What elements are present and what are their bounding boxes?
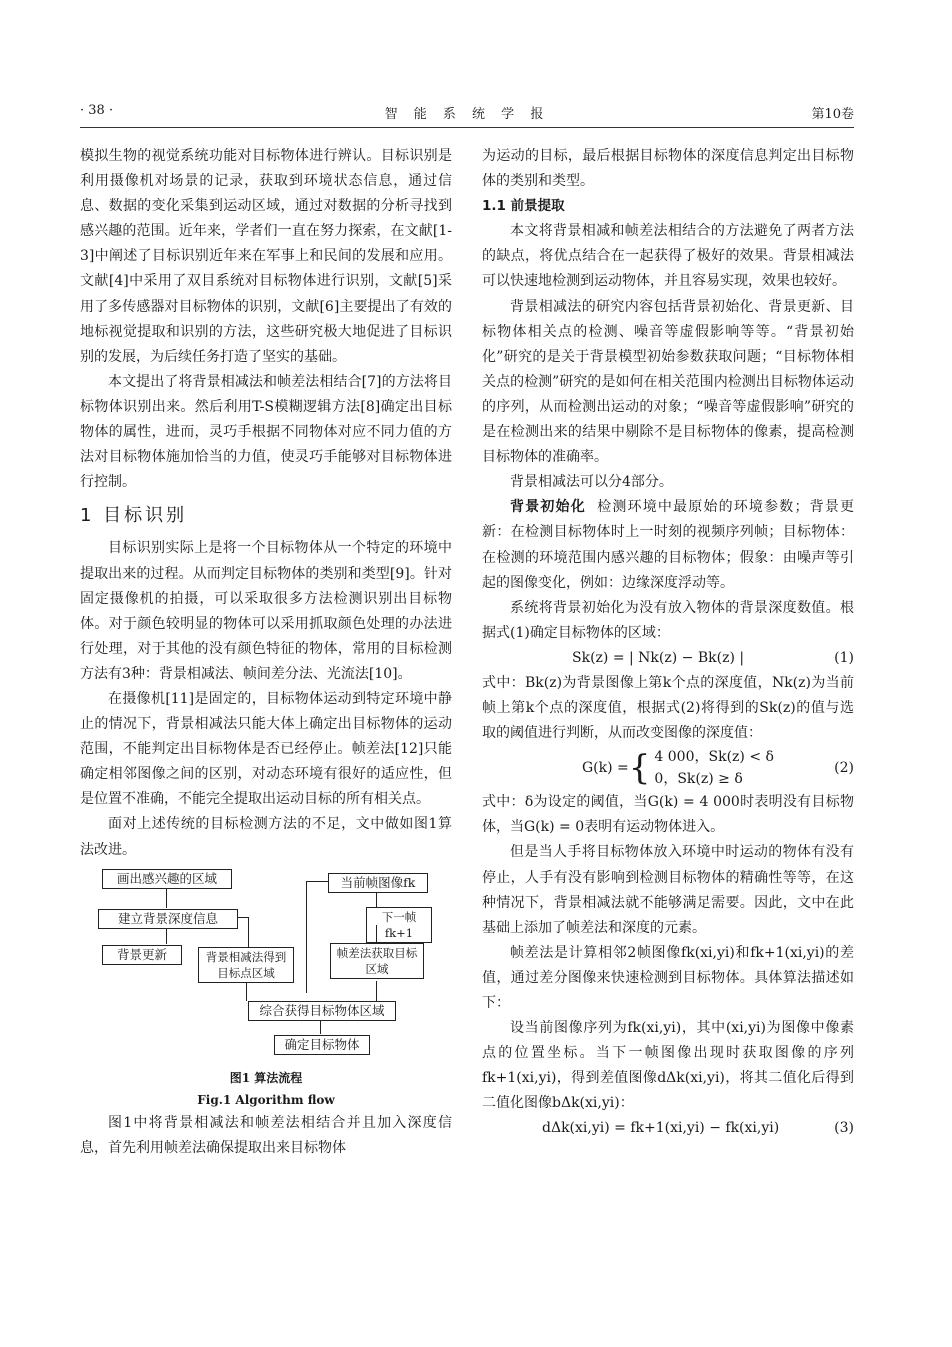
flow-line xyxy=(166,888,167,908)
paragraph: 本文提出了将背景相减法和帧差法相结合[7]的方法将目标物体识别出来。然后利用T-S模糊逻辑方法[8]确定出目标物体的属性，进而，灵巧手根据不同物体对应不同力值的方法对目标物体施加恰当的力值，使灵巧手能够对目标物体进行控制。 xyxy=(80,373,452,491)
equation-1 xyxy=(482,646,854,671)
equation-2 xyxy=(482,746,854,790)
case-1: 4 000，Sk(z) < δ xyxy=(654,749,774,766)
flow-line xyxy=(238,917,248,918)
flow-line xyxy=(376,893,377,907)
equation-3 xyxy=(482,1116,854,1141)
page-number: · 38 · xyxy=(80,103,114,118)
right-column xyxy=(482,144,854,1142)
flow-box-combine: 综合获得目标物体区域 xyxy=(248,1001,396,1021)
equation-lhs: G(k) = xyxy=(582,759,629,776)
paragraph: 目标识别实际上是将一个目标物体从一个特定的环境中提取出来的过程。从而判定目标物体的类别和类型[9]。针对固定摄像机的拍摄，可以采取很多方法检测识别出目标物体。对于颜色较明显的物体可以采用抓取颜色处理的办法进行处理，对于其他的没有颜色特征的物体，常用的目标检测方法有3种：背景相减法、帧间差分法、光流法[10]。 xyxy=(80,540,452,682)
case-2: 0，Sk(z) ≥ δ xyxy=(654,771,743,788)
equation-body: dΔk(xi,yi) = fk+1(xi,yi) − fk(xi,yi) xyxy=(542,1120,780,1137)
figure-caption-en: Fig.1 Algorithm flow xyxy=(197,1092,335,1107)
left-column xyxy=(80,144,452,1161)
paragraph: 式中：δ为设定的阈值，当G(k) = 4 000时表明没有目标物体，当G(k) = 0表明有运动物体进入。 xyxy=(482,794,854,836)
algorithm-flowchart xyxy=(80,867,452,1067)
flow-line xyxy=(376,981,377,1001)
paragraph: 背景相减法的研究内容包括背景初始化、背景更新、目标物体相关点的检测、噪音等虚假影响等等。“背景初始化”研究的是关于背景模型初始参数获取问题；“目标物体相关点的检测”研究的是如何在相关范围内检测出目标物体运动的序列，从而检测出运动的对象；“噪音等虚假影响”研究的是在检测出来的结果中剔除不是目标物体的像素，提高检测目标物体的准确率。 xyxy=(482,298,854,466)
paragraph: 系统将背景初始化为没有放入物体的背景深度数值。根据式(1)确定目标物体的区域： xyxy=(482,599,854,641)
paragraph: 设当前图像序列为fk(xi,yi)，其中(xi,yi)为图像中像素点的位置坐标。当下一帧图像出现时获取图像的序列fk+1(xi,yi)，得到差值图像dΔk(xi,yi)，将其二值化后得到二值化图像bΔk(xi,yi)： xyxy=(482,1020,854,1112)
flow-line xyxy=(376,925,377,943)
equation-number: (3) xyxy=(834,1120,854,1137)
paragraph: 图1中将背景相减法和帧差法相结合并且加入深度信息，首先利用帧差法确保提取出来目标物体 xyxy=(80,1114,452,1156)
paragraph: 在摄像机[11]是固定的，目标物体运动到特定环境中静止的情况下，背景相减法只能大体上确定出目标物体的运动范围，不能判定出目标物体是否已经停止。帧差法[12]只能确定相邻图像之间的区别，对动态环境有很好的适应性，但是位置不准确，不能完全提取出运动目标的所有相关点。 xyxy=(80,690,452,808)
equation-body: Sk(z) = | Nk(z) − Bk(z) | xyxy=(572,649,745,666)
paragraph xyxy=(482,495,854,595)
flow-line xyxy=(246,983,247,1001)
flow-box-determine: 确定目标物体 xyxy=(274,1035,370,1055)
journal-title: 智 能 系 统 学 报 xyxy=(384,107,550,122)
equation-number: (1) xyxy=(834,649,854,666)
flow-box-framediff: 帧差法获取目标区域 xyxy=(330,943,424,979)
header-rule xyxy=(80,127,854,128)
flow-line xyxy=(166,928,167,944)
paragraph: 式中：Bk(z)为背景图像上第k个点的深度值，Nk(z)为当前帧上第k个点的深度值，根据式(2)将得到的Sk(z)的值与选取的阈值进行判断，从而改变图像的深度值： xyxy=(482,674,854,742)
paragraph: 帧差法是计算相邻2帧图像fk(xi,yi)和fk+1(xi,yi)的差值，通过差分图像来快速检测到目标物体。具体算法描述如下： xyxy=(482,944,854,1011)
flow-box-current-frame: 当前帧图像fk xyxy=(328,873,428,893)
paragraph: 本文将背景相减和帧差法相结合的方法避免了两者方法的缺点，将优点结合在一起获得了极好的效果。背景相减法可以快速地检测到运动物体，并且容易实现，效果也较好。 xyxy=(482,223,854,290)
flow-line xyxy=(306,881,328,882)
flow-box-depth: 建立背景深度信息 xyxy=(98,909,238,929)
subsection-heading: 1.1 前景提取 xyxy=(482,198,565,215)
bold-term: 背景初始化 xyxy=(510,499,586,516)
flow-line xyxy=(248,917,249,947)
flow-box-bgsub: 背景相减法得到目标点区域 xyxy=(198,947,294,983)
paragraph: 背景相减法可以分4部分。 xyxy=(510,474,673,491)
equation-number: (2) xyxy=(834,759,854,776)
flow-box-bgupdate: 背景更新 xyxy=(102,945,182,965)
paragraph: 但是当人手将目标物体放入环境中时运动的物体有没有停止，人手有没有影响到检测目标物体的精确性等等，在这种情况下，背景相减法就不能够满足需要。因此，文中在此基础上添加了帧差法和深度的元素。 xyxy=(482,844,854,936)
brace: { xyxy=(628,748,651,789)
paragraph: 模拟生物的视觉系统功能对目标物体进行辨认。目标识别是利用摄像机对场景的记录，获取到环境状态信息，通过信息、数据的变化采集到运动区域，通过对数据的分析寻找到感兴趣的范围。近年来，学者们一直在努力探索，在文献[1-3]中阐述了目标识别近年来在军事上和民间的发展和应用。文献[4]中采用了双目系统对目标物体进行识别，文献[5]采用了多传感器对目标物体的识别，文献[6]主要提出了有效的地标视觉提取和识别的方法，这些研究极大地促进了目标识别的发展，为后续任务打造了坚实的基础。 xyxy=(80,148,452,365)
volume-label: 第10卷 xyxy=(811,107,854,122)
flow-line xyxy=(320,1020,321,1034)
paragraph-text: 检测环境中最原始的环境参数；背景更新：在检测目标物体时上一时刻的视频序列帧；目标物体：在检测的环境范围内感兴趣的目标物体；假象：由噪声等引起的图像变化，例如：边缘深度浮动等。 xyxy=(482,499,855,591)
flow-line xyxy=(306,881,307,993)
paragraph: 为运动的目标，最后根据目标物体的深度信息判定出目标物体的类别和类型。 xyxy=(482,148,854,190)
flow-box-roi: 画出感兴趣的区域 xyxy=(102,869,232,889)
flow-box-next-frame: 下一帧fk+1 xyxy=(366,907,432,943)
section-heading: 1 目标识别 xyxy=(80,505,188,527)
paragraph: 面对上述传统的目标检测方法的不足，文中做如图1算法改进。 xyxy=(80,816,452,858)
page-header xyxy=(80,103,854,123)
figure-caption: 图1 算法流程 xyxy=(229,1070,303,1085)
